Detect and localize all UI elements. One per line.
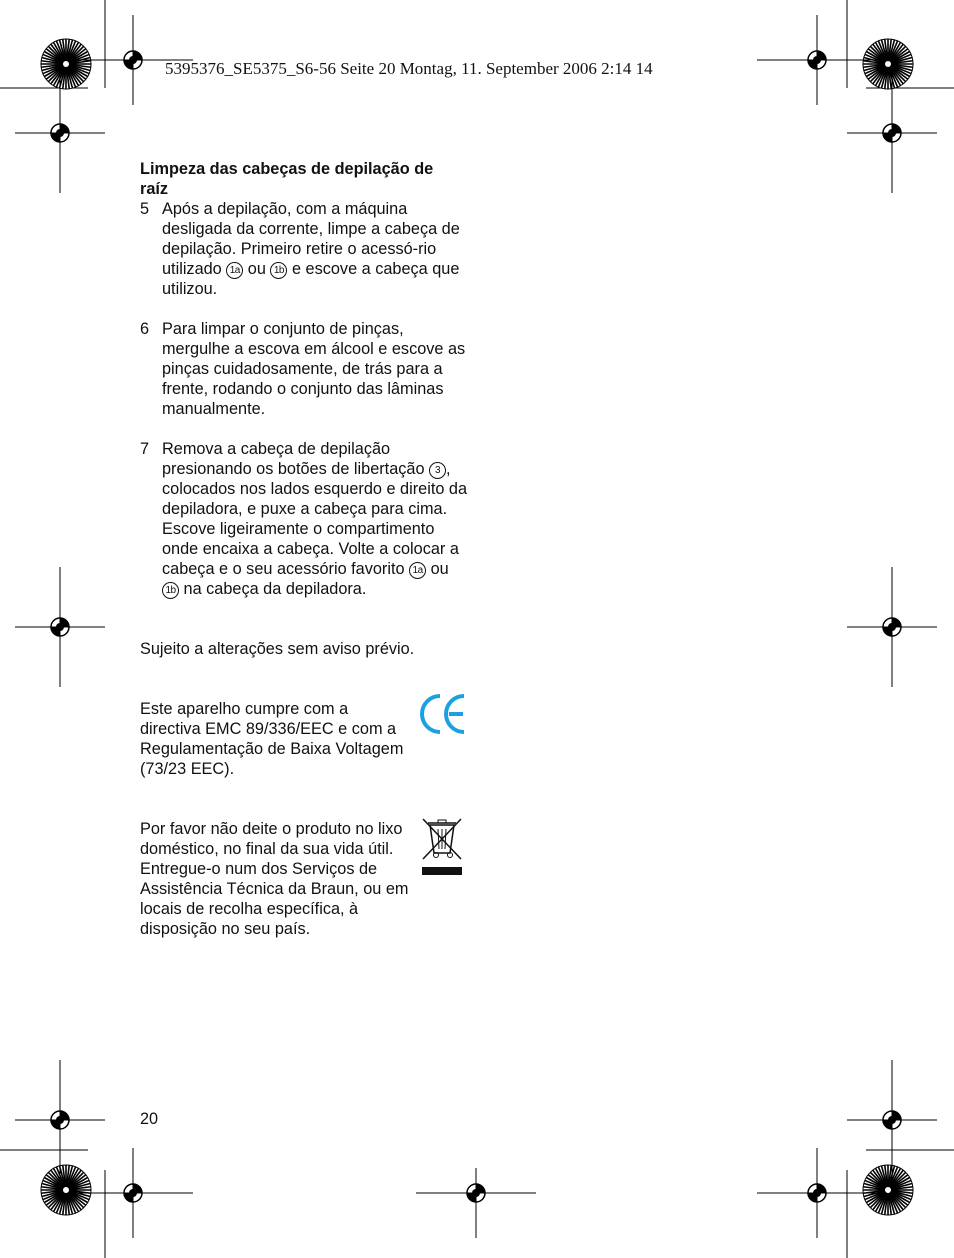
step-6 — [140, 319, 470, 419]
print-slug-header: 5395376_SE5375_S6-56 Seite 20 Montag, 11. September 2006 2:14 14 — [165, 59, 653, 78]
step-5 — [140, 199, 470, 299]
step-number: 7 — [140, 440, 150, 458]
step-text: e escove a cabeça que utilizou. — [162, 260, 460, 298]
page-number: 20 — [140, 1110, 159, 1128]
ref-3-badge: 3 — [429, 462, 446, 479]
step-text: ou — [426, 560, 449, 578]
step-7 — [140, 439, 470, 599]
ref-1b-badge: 1b — [270, 262, 287, 279]
disposal-block — [140, 819, 470, 939]
step-text: Para limpar o conjunto de pinças, mergulhe a escova em álcool e escove as pinças cuidadosamente, de trás para a frente, rodando o conjunto das lâminas manualmente. — [162, 320, 466, 418]
disposal-statement: Por favor não deite o produto no lixo doméstico, no final da sua vida útil. Entregue-o num dos Serviços de Assistência Técnica da Braun, ou em locais de recolha específica, à disposição no seu país. — [140, 820, 409, 938]
ce-compliance-block — [140, 699, 470, 779]
section-heading: Limpeza das cabeças de depilação de raíz — [140, 160, 434, 198]
ce-statement: Este aparelho cumpre com a directiva EMC 89/336/EEC e com a Regulamentação de Baixa Voltagem (73/23 EEC). — [140, 700, 404, 778]
page-content — [140, 159, 470, 939]
ref-1b-badge: 1b — [162, 582, 179, 599]
step-text: Após a depilação, com a máquina desligada da corrente, limpe a cabeça de depilação. Primeiro retire o acessó-rio utilizado — [162, 200, 460, 278]
step-text: ou — [243, 260, 271, 278]
crossed-bin-icon — [420, 815, 466, 879]
step-text: , colocados nos lados esquerdo e direito da depiladora, e puxe a cabeça para cima. Escove ligeiramente o compartimento onde encaixa a cabeça. Volte a colocar a cabeça e o seu acessório favorito — [162, 460, 468, 578]
step-number: 5 — [140, 200, 150, 218]
ref-1a-badge: 1a — [409, 562, 426, 579]
change-notice: Sujeito a alterações sem aviso prévio. — [140, 640, 415, 658]
ref-1a-badge: 1a — [226, 262, 243, 279]
ce-mark-icon — [418, 692, 468, 736]
step-text: na cabeça da depiladora. — [179, 580, 367, 598]
step-number: 6 — [140, 320, 150, 338]
step-text: Remova a cabeça de depilação presionando os botões de libertação — [162, 440, 430, 478]
